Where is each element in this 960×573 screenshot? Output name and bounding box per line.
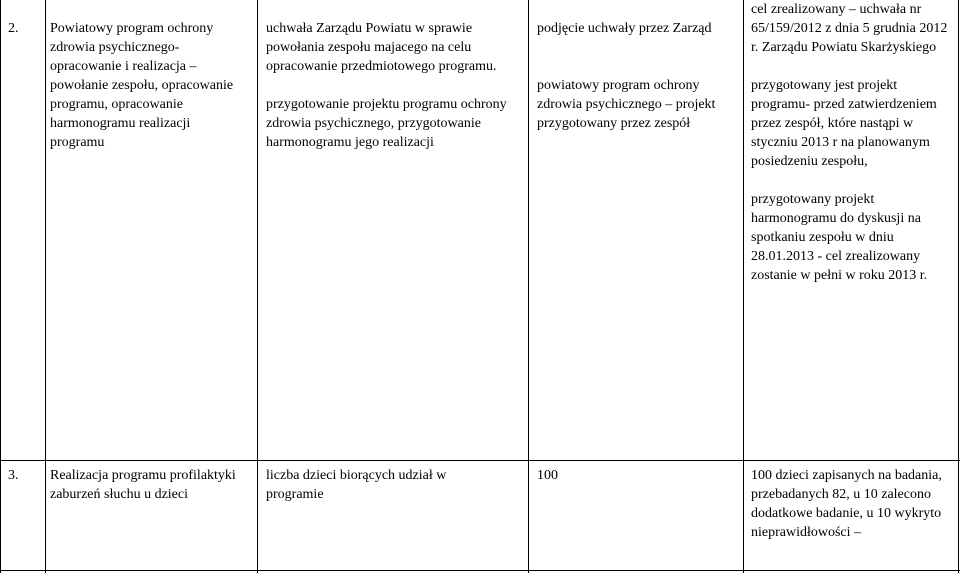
result-paragraph-3: przygotowany projekt harmonogramu do dyskusji na spotkaniu zespołu w dniu 28.01.2013 - cel zrealizowany zostanie w pełni w roku 2013 r. bbox=[751, 192, 928, 283]
indicator-paragraph-2: przygotowanie projektu programu ochrony zdrowia psychicznego, przygotowanie harmonogramu jego realizacji bbox=[266, 97, 507, 150]
task-description: Realizacja programu profilaktyki zaburzeń słuchu u dzieci bbox=[50, 468, 236, 502]
row-3-target-cell bbox=[537, 466, 733, 485]
indicator-paragraph-1: liczba dzieci biorących udział w programie bbox=[266, 468, 447, 502]
table-rule-col-4 bbox=[743, 0, 744, 573]
result-paragraph-2: przygotowany jest projekt programu- przed zatwierdzeniem przez zespół, które nastąpi w styczniu 2013 r na planowanym posiedzeniu zespołu, bbox=[751, 78, 937, 169]
table-rule-col-3 bbox=[528, 0, 529, 573]
table-rule-col-2 bbox=[257, 0, 258, 573]
table-rule-row-separator bbox=[0, 460, 960, 461]
row-3-number-cell bbox=[8, 466, 44, 485]
row-2-task-cell bbox=[50, 19, 244, 152]
row-2-result-cell bbox=[751, 0, 953, 285]
row-3-task-cell bbox=[50, 466, 244, 504]
table-rule-col-1 bbox=[45, 0, 46, 573]
indicator-paragraph-1: uchwała Zarządu Powiatu w sprawie powołania zespołu majacego na celu opracowanie przedmiotowego programu. bbox=[266, 21, 497, 74]
table-rule-left bbox=[0, 0, 1, 573]
target-paragraph-1: podjęcie uchwały przez Zarząd bbox=[537, 21, 712, 36]
target-paragraph-1: 100 bbox=[537, 468, 558, 483]
row-number: 2. bbox=[8, 21, 19, 36]
row-number: 3. bbox=[8, 468, 19, 483]
table-rule-right bbox=[958, 0, 959, 573]
task-description: Powiatowy program ochrony zdrowia psychicznego- opracowanie i realizacja – powołanie zespołu, opracowanie programu, opracowanie harmonogramu realizacji programu bbox=[50, 21, 234, 150]
result-paragraph-1: 100 dzieci zapisanych na badania, przebadanych 82, u 10 zalecono dodatkowe badanie, u 10 wykryto nieprawidłowości – bbox=[751, 468, 942, 540]
row-3-indicator-cell bbox=[266, 466, 496, 504]
row-2-target-cell bbox=[537, 19, 733, 133]
row-2-indicator-cell bbox=[266, 19, 516, 152]
row-2-number-cell bbox=[8, 19, 44, 38]
target-paragraph-2: powiatowy program ochrony zdrowia psychicznego – projekt przygotowany przez zespół bbox=[537, 78, 716, 131]
result-paragraph-1: cel zrealizowany – uchwała nr 65/159/2012 z dnia 5 grudnia 2012 r. Zarządu Powiatu Skarżyskiego bbox=[751, 2, 948, 55]
row-3-result-cell bbox=[751, 466, 953, 542]
table-rule-bottom bbox=[0, 570, 960, 571]
